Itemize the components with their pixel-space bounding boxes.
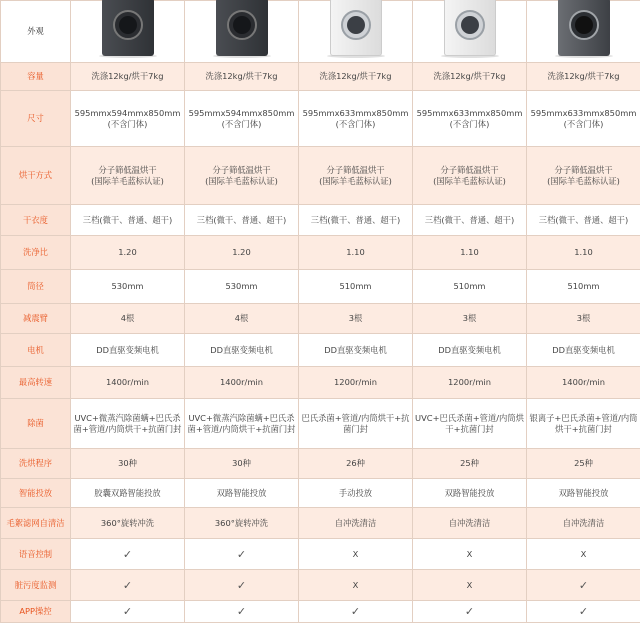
spec-cell (185, 147, 299, 205)
check-icon: ✓ (350, 605, 361, 618)
spec-value-line: 银离子+巴氏杀菌+管道/内筒 (529, 412, 638, 423)
spec-value-line: DD直驱变频电机 (210, 344, 273, 355)
spec-row (1, 304, 640, 334)
spec-cell (71, 367, 185, 399)
spec-cell (413, 236, 527, 270)
spec-row (1, 91, 640, 147)
spec-value-line: 洗涤12kg/烘干7kg (91, 71, 164, 81)
spec-cell (527, 570, 640, 601)
spec-cell (185, 570, 299, 601)
spec-value-line: 干+抗菌门封 (445, 423, 494, 434)
spec-cell (185, 479, 299, 508)
spec-value-line: 530mm (225, 281, 258, 291)
spec-cell (185, 205, 299, 236)
spec-value-line: 三档(微干、普通、超干) (424, 214, 515, 225)
spec-row (1, 479, 640, 508)
spec-cell (71, 508, 185, 539)
row-label-appearance: 外观 (1, 1, 71, 63)
spec-value-line: 1.10 (460, 247, 479, 257)
spec-cell (299, 205, 413, 236)
row-label: 烘干方式 (1, 147, 71, 205)
check-icon: ✓ (122, 605, 133, 618)
spec-value-line: 三档(微干、普通、超干) (82, 214, 173, 225)
spec-cell (71, 205, 185, 236)
spec-cell (413, 334, 527, 367)
spec-value-line: 25种 (574, 458, 593, 468)
spec-row (1, 147, 640, 205)
row-label: 语音控制 (1, 539, 71, 570)
spec-cell (299, 334, 413, 367)
check-icon: ✓ (578, 605, 589, 618)
spec-cell (527, 270, 640, 304)
row-label: 毛絮滤网自清洁 (1, 508, 71, 539)
spec-value-line: 510mm (339, 281, 372, 291)
spec-cell (413, 449, 527, 479)
product-image-4 (413, 1, 527, 63)
spec-value-line: 1400r/min (562, 377, 605, 387)
product-image-1 (71, 1, 185, 63)
row-label: 智能投放 (1, 479, 71, 508)
spec-cell (185, 91, 299, 147)
spec-value-line: 3根 (348, 313, 363, 323)
spec-cell (71, 63, 185, 91)
spec-row (1, 334, 640, 367)
spec-value-line: DD直驱变频电机 (96, 344, 159, 355)
spec-value-line: 自冲洗清洁 (334, 517, 377, 528)
appearance-row (1, 1, 640, 63)
spec-cell (71, 334, 185, 367)
spec-value-line: 烘干+抗菌门封 (555, 423, 612, 434)
spec-value-line: 洗涤12kg/烘干7kg (433, 71, 506, 81)
spec-row (1, 449, 640, 479)
spec-value-line: 菌门封 (343, 423, 368, 434)
spec-cell (185, 399, 299, 449)
spec-value-line: 自冲洗清洁 (562, 517, 605, 528)
spec-value-line: DD直驱变频电机 (324, 344, 387, 355)
spec-cell (299, 91, 413, 147)
spec-value-line: (国际羊毛蓝标认证) (547, 175, 620, 186)
spec-cell (299, 508, 413, 539)
spec-cell (71, 601, 185, 623)
row-label: 干衣度 (1, 205, 71, 236)
spec-row (1, 539, 640, 570)
spec-value-line: 530mm (111, 281, 144, 291)
spec-row (1, 367, 640, 399)
spec-value-line: 分子筛低温烘干 (440, 164, 499, 175)
washer-white-icon (441, 4, 499, 59)
product-image-5 (527, 1, 640, 63)
washer-white-icon (327, 4, 385, 59)
spec-cell (527, 304, 640, 334)
spec-cell (413, 367, 527, 399)
spec-value-line: 1200r/min (334, 377, 377, 387)
spec-cell (413, 91, 527, 147)
spec-value-line: UVC+巴氏杀菌+管道/内筒烘 (415, 412, 524, 423)
spec-value-line: 4根 (234, 313, 249, 323)
spec-row (1, 601, 640, 623)
spec-cell (299, 479, 413, 508)
spec-cell (413, 570, 527, 601)
spec-cell (185, 449, 299, 479)
spec-cell (299, 399, 413, 449)
spec-cell (527, 334, 640, 367)
spec-value-line: X (352, 579, 359, 590)
spec-value-line: 30种 (232, 458, 251, 468)
spec-value-line: 595mmx633mmx850mm (302, 107, 409, 118)
spec-value-line: 360°旋转冲洗 (100, 517, 155, 528)
spec-value-line: (国际羊毛蓝标认证) (91, 175, 164, 186)
spec-value-line: 洗涤12kg/烘干7kg (205, 71, 278, 81)
washer-dark-icon (213, 4, 271, 59)
spec-cell (527, 601, 640, 623)
spec-cell (413, 270, 527, 304)
check-icon: ✓ (236, 578, 247, 592)
spec-value-line: (不含门体) (563, 118, 604, 129)
spec-cell (299, 63, 413, 91)
spec-cell (527, 367, 640, 399)
spec-row (1, 399, 640, 449)
spec-cell (185, 508, 299, 539)
spec-value-line: 3根 (462, 313, 477, 323)
spec-value-line: (国际羊毛蓝标认证) (205, 175, 278, 186)
spec-value-line: 1.20 (118, 247, 137, 257)
washer-dark-icon (99, 4, 157, 59)
spec-value-line: 510mm (453, 281, 486, 291)
spec-cell (185, 539, 299, 570)
row-label: 筒径 (1, 270, 71, 304)
spec-value-line: 菌+管道/内筒烘干+抗菌门封 (73, 423, 182, 434)
spec-cell (71, 399, 185, 449)
spec-cell (413, 601, 527, 623)
spec-cell (71, 147, 185, 205)
spec-cell (71, 449, 185, 479)
spec-row (1, 270, 640, 304)
spec-value-line: 510mm (567, 281, 600, 291)
spec-value-line: 1200r/min (448, 377, 491, 387)
row-label: 除菌 (1, 399, 71, 449)
spec-value-line: 分子筛低温烘干 (326, 164, 385, 175)
spec-cell (527, 63, 640, 91)
spec-value-line: (不含门体) (449, 118, 490, 129)
spec-cell (413, 479, 527, 508)
spec-value-line: DD直驱变频电机 (438, 344, 501, 355)
row-label: 减震臂 (1, 304, 71, 334)
spec-cell (299, 236, 413, 270)
spec-cell (71, 479, 185, 508)
spec-value-line: 自冲洗清洁 (448, 517, 491, 528)
spec-cell (299, 601, 413, 623)
spec-value-line: (不含门体) (335, 118, 376, 129)
spec-row (1, 236, 640, 270)
spec-value-line: 洗涤12kg/烘干7kg (547, 71, 620, 81)
row-label: 尺寸 (1, 91, 71, 147)
spec-value-line: 1.10 (574, 247, 593, 257)
spec-value-line: (国际羊毛蓝标认证) (319, 175, 392, 186)
spec-value-line: (国际羊毛蓝标认证) (433, 175, 506, 186)
spec-row (1, 508, 640, 539)
spec-cell (299, 147, 413, 205)
spec-value-line: 595mmx633mmx850mm (530, 107, 637, 118)
spec-value-line: 双路智能投放 (558, 487, 609, 498)
row-label: 最高转速 (1, 367, 71, 399)
spec-value-line: (不含门体) (221, 118, 262, 129)
spec-cell (299, 539, 413, 570)
spec-cell (527, 147, 640, 205)
spec-value-line: 双路智能投放 (216, 487, 267, 498)
spec-cell (413, 539, 527, 570)
spec-cell (527, 508, 640, 539)
spec-cell (71, 304, 185, 334)
check-icon: ✓ (578, 578, 589, 592)
spec-cell (185, 63, 299, 91)
spec-value-line: 595mmx594mmx850mm (188, 107, 295, 118)
spec-value-line: 4根 (120, 313, 135, 323)
spec-value-line: 双路智能投放 (444, 487, 495, 498)
check-icon: ✓ (236, 547, 247, 561)
row-label: 电机 (1, 334, 71, 367)
spec-value-line: 三档(微干、普通、超干) (196, 214, 287, 225)
spec-value-line: 手动投放 (338, 487, 373, 498)
spec-value-line: 30种 (118, 458, 137, 468)
spec-cell (413, 399, 527, 449)
spec-cell (413, 304, 527, 334)
spec-cell (71, 91, 185, 147)
spec-value-line: UVC+微蒸汽除菌螨+巴氏杀 (74, 412, 181, 423)
spec-cell (527, 205, 640, 236)
spec-cell (185, 334, 299, 367)
spec-value-line: 1400r/min (106, 377, 149, 387)
spec-cell (413, 147, 527, 205)
spec-value-line: 胶囊双路智能投放 (94, 487, 161, 498)
spec-value-line: X (580, 548, 587, 559)
spec-cell (527, 449, 640, 479)
spec-cell (71, 539, 185, 570)
check-icon: ✓ (122, 578, 133, 592)
spec-cell (413, 205, 527, 236)
spec-value-line: 分子筛低温烘干 (554, 164, 613, 175)
spec-row (1, 570, 640, 601)
spec-value-line: 1.10 (346, 247, 365, 257)
spec-value-line: 三档(微干、普通、超干) (538, 214, 629, 225)
check-icon: ✓ (122, 547, 133, 561)
spec-cell (185, 270, 299, 304)
spec-cell (299, 570, 413, 601)
spec-cell (527, 91, 640, 147)
spec-cell (527, 236, 640, 270)
spec-cell (527, 539, 640, 570)
spec-cell (185, 236, 299, 270)
spec-cell (299, 367, 413, 399)
spec-cell (299, 270, 413, 304)
spec-cell (185, 367, 299, 399)
spec-value-line: X (352, 548, 359, 559)
spec-value-line: 分子筛低温烘干 (212, 164, 271, 175)
spec-value-line: 595mmx594mmx850mm (74, 107, 181, 118)
spec-value-line: 25种 (460, 458, 479, 468)
spec-value-line: 3根 (576, 313, 591, 323)
spec-value-line: 洗涤12kg/烘干7kg (319, 71, 392, 81)
spec-cell (413, 63, 527, 91)
spec-value-line: 360°旋转冲洗 (214, 517, 269, 528)
spec-value-line: 595mmx633mmx850mm (416, 107, 523, 118)
check-icon: ✓ (236, 605, 247, 618)
spec-cell (299, 449, 413, 479)
spec-value-line: 26种 (346, 458, 365, 468)
spec-value-line: 1400r/min (220, 377, 263, 387)
spec-cell (71, 570, 185, 601)
product-image-3 (299, 1, 413, 63)
spec-cell (527, 479, 640, 508)
product-image-2 (185, 1, 299, 63)
spec-cell (71, 270, 185, 304)
row-label: APP操控 (1, 601, 71, 623)
row-label: 洗烘程序 (1, 449, 71, 479)
spec-cell (71, 236, 185, 270)
spec-cell (527, 399, 640, 449)
spec-cell (299, 304, 413, 334)
spec-value-line: 1.20 (232, 247, 251, 257)
spec-value-line: (不含门体) (107, 118, 148, 129)
spec-value-line: DD直驱变频电机 (552, 344, 615, 355)
spec-cell (185, 601, 299, 623)
washer-gray-icon (555, 4, 613, 59)
spec-value-line: 分子筛低温烘干 (98, 164, 157, 175)
check-icon: ✓ (464, 605, 475, 618)
row-label: 脏污度监测 (1, 570, 71, 601)
spec-cell (413, 508, 527, 539)
spec-row (1, 205, 640, 236)
spec-value-line: UVC+微蒸汽除菌螨+巴氏杀 (188, 412, 295, 423)
spec-value-line: 三档(微干、普通、超干) (310, 214, 401, 225)
row-label: 洗净比 (1, 236, 71, 270)
spec-value-line: 巴氏杀菌+管道/内筒烘干+抗 (301, 412, 410, 423)
row-label: 容量 (1, 63, 71, 91)
spec-value-line: 菌+管道/内筒烘干+抗菌门封 (187, 423, 296, 434)
spec-value-line: X (466, 579, 473, 590)
spec-row (1, 63, 640, 91)
spec-value-line: X (466, 548, 473, 559)
spec-cell (185, 304, 299, 334)
